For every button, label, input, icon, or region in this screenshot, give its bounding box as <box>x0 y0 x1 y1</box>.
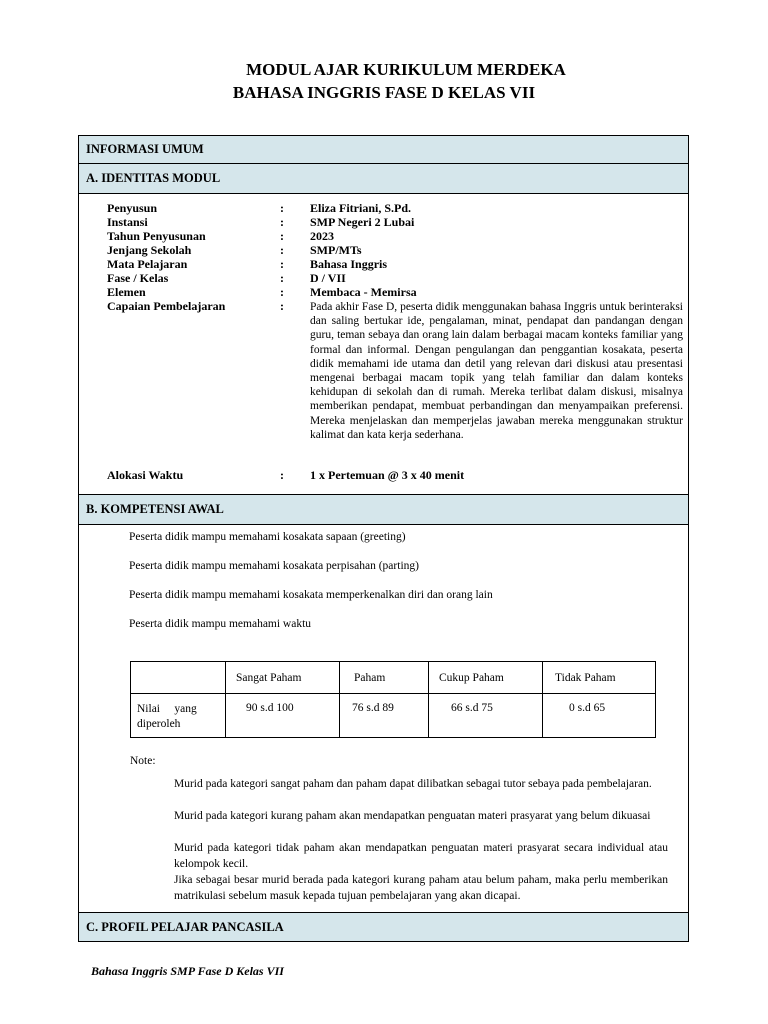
colon: : <box>280 243 284 257</box>
list-item <box>110 618 311 630</box>
colon: : <box>280 285 284 299</box>
section-identitas-modul: A. IDENTITAS MODUL <box>79 164 688 194</box>
section-informasi-umum: INFORMASI UMUM <box>79 136 688 164</box>
page-footer: Bahasa Inggris SMP Fase D Kelas VII <box>91 964 284 978</box>
identitas-label: Penyusun <box>107 201 158 215</box>
identitas-label: Fase / Kelas <box>107 271 169 285</box>
identitas-value: 1 x Pertemuan @ 3 x 40 menit <box>310 468 465 482</box>
list-item <box>110 560 419 572</box>
note-item <box>154 809 668 825</box>
list-item-text: Peserta didik mampu memahami kosakata sapaan (greeting) <box>129 531 406 543</box>
identitas-value: Eliza Fitriani, S.Pd. <box>310 201 412 215</box>
table-row <box>131 694 656 738</box>
row-label-line: Nilai yang <box>137 703 197 715</box>
identitas-label: Instansi <box>107 215 148 229</box>
identitas-label: Mata Pelajaran <box>107 257 188 271</box>
list-item <box>110 531 406 543</box>
table-cell: 0 s.d 65 <box>543 694 656 738</box>
note-text: Jika sebagai besar murid berada pada kategori kurang paham atau belum paham, maka perlu memberikan matrikulasi sebelum masuk kepada tujuan pembelajaran yang akan dicapai. <box>174 874 668 902</box>
table-header-cell: Paham <box>340 662 429 694</box>
note-text: Murid pada kategori tidak paham akan mendapatkan penguatan materi prasyarat secara individual atau kelompok kecil. <box>174 842 668 870</box>
list-item-text: Peserta didik mampu memahami kosakata perpisahan (parting) <box>129 560 419 572</box>
nilai-table <box>130 661 656 738</box>
document-subtitle: BAHASA INGGRIS FASE D KELAS VII <box>232 83 536 102</box>
table-header-cell: Sangat Paham <box>226 662 340 694</box>
module-box <box>78 135 689 942</box>
table-cell: 76 s.d 89 <box>340 694 429 738</box>
colon: : <box>280 468 284 482</box>
colon: : <box>280 201 284 215</box>
note-item <box>154 873 668 904</box>
list-item-text: Peserta didik mampu memahami kosakata memperkenalkan diri dan orang lain <box>129 589 493 601</box>
identitas-value: Bahasa Inggris <box>310 257 388 271</box>
identitas-value: Membaca - Memirsa <box>310 285 417 299</box>
table-row-label <box>131 694 226 738</box>
note-text: Murid pada kategori sangat paham dan paham dapat dilibatkan sebagai tutor sebaya pada pembelajaran. <box>174 778 652 790</box>
table-cell: 90 s.d 100 <box>226 694 340 738</box>
colon: : <box>280 299 284 313</box>
list-item-text: Peserta didik mampu memahami waktu <box>129 618 312 630</box>
table-header-cell: Tidak Paham <box>543 662 656 694</box>
identitas-value: 2023 <box>310 229 334 243</box>
identitas-value: SMP/MTs <box>310 243 362 257</box>
table-header-row <box>131 662 656 694</box>
section-profil-pelajar-pancasila: C. PROFIL PELAJAR PANCASILA <box>79 912 688 941</box>
identitas-label: Jenjang Sekolah <box>107 243 192 257</box>
colon: : <box>280 215 284 229</box>
section-kompetensi-awal: B. KOMPETENSI AWAL <box>79 494 688 525</box>
identitas-label: Capaian Pembelajaran <box>107 299 226 313</box>
row-label-line: diperoleh <box>137 718 181 730</box>
table-cell: 66 s.d 75 <box>429 694 543 738</box>
identitas-label: Alokasi Waktu <box>107 468 184 482</box>
identitas-value: D / VII <box>310 271 346 285</box>
note-text: Murid pada kategori kurang paham akan mendapatkan penguatan materi prasyarat yang belum dikuasai <box>174 810 651 822</box>
colon: : <box>280 271 284 285</box>
identitas-value: SMP Negeri 2 Lubai <box>310 215 415 229</box>
identitas-label: Elemen <box>107 285 146 299</box>
capaian-pembelajaran-text: Pada akhir Fase D, peserta didik menggunakan bahasa Inggris untuk berinteraksi dan saling bertukar ide, pengalaman, minat, pendapat dan pandangan dengan guru, teman sebaya dan orang lain dalam berbagai macam konteks familiar yang formal dan informal. Dengan pengulangan dan penggantian kosakata, peserta didik memahami ide utama dan detil yang relevan dari diskusi atau presentasi mengenai berbagai macam topik yang telah familiar dan dalam konteks kehidupan di sekolah dan di rumah. Mereka terlibat dalam diskusi, misalnya memberikan pendapat, membuat perbandingan dan menyampaikan preferensi. Mereka menjelaskan dan memperjelas jawaban mereka menggunakan struktur kalimat dan kata kerja sederhana. <box>310 301 683 441</box>
colon: : <box>280 257 284 271</box>
table-header-cell <box>131 662 226 694</box>
note-item <box>154 841 668 872</box>
table-header-cell: Cukup Paham <box>429 662 543 694</box>
note-item <box>154 777 668 793</box>
note-label: Note: <box>130 755 156 767</box>
document-title: MODUL AJAR KURIKULUM MERDEKA <box>246 60 566 79</box>
colon: : <box>280 229 284 243</box>
identitas-label: Tahun Penyusunan <box>107 229 206 243</box>
list-item <box>110 589 493 601</box>
